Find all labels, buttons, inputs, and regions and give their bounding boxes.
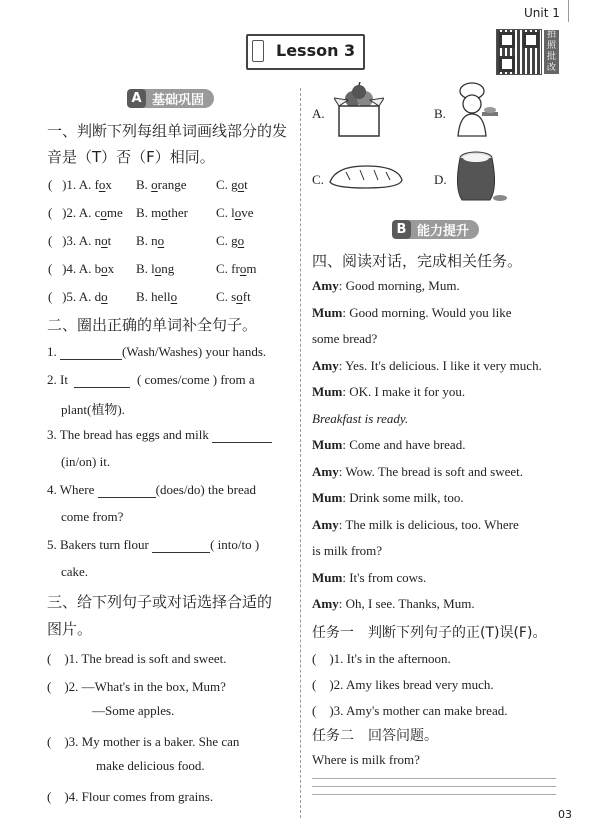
part3-title-line2: 图片。 xyxy=(47,620,93,638)
dialogue-line xyxy=(312,278,460,294)
unit-label: Unit 1 xyxy=(524,6,560,20)
dialogue-text: : Good morning. Would you like xyxy=(342,304,512,320)
part3-question-2: ( )2. —What's in the box, Mum? xyxy=(47,679,226,694)
dialogue-line xyxy=(312,305,512,321)
dialogue-line xyxy=(312,331,377,347)
dialogue-text: : It's from cows. xyxy=(342,569,427,585)
dialogue-line xyxy=(312,596,475,612)
part1-row: ( )1. A. fox B. orange C. got xyxy=(48,177,248,192)
answer-line[interactable] xyxy=(312,786,556,787)
part3-question-1: ( )1. The bread is soft and sweet. xyxy=(47,651,227,666)
speaker-name: Mum xyxy=(312,437,343,452)
speaker-name: Amy xyxy=(312,463,339,479)
dialogue-text: : Drink some milk, too. xyxy=(342,490,464,505)
part2-sentence-5-cont: cake. xyxy=(61,564,89,579)
answer-blank[interactable] xyxy=(60,347,122,360)
dialogue-line xyxy=(312,437,465,453)
flour-bag-image xyxy=(448,148,508,204)
section-b-badge xyxy=(392,220,479,239)
task1-item-1: ( )1. It's in the afternoon. xyxy=(312,651,451,666)
dialogue-text: : Yes. It's delicious. I like it very much. xyxy=(338,357,542,373)
answer-blank[interactable] xyxy=(98,485,156,498)
picture-d-label: D. xyxy=(434,172,447,187)
section-a-badge xyxy=(127,89,214,108)
qr-side-label: 拍照批改 xyxy=(544,30,559,74)
speaker-name: Amy xyxy=(312,278,339,293)
section-b-letter: B xyxy=(392,220,411,239)
speaker-name: Amy xyxy=(312,516,339,532)
dialogue-line xyxy=(312,464,523,480)
baker-image xyxy=(450,82,500,138)
part3-question-4: ( )4. Flour comes from grains. xyxy=(47,789,214,804)
part1-title-line1: 一、判断下列每组单词画线部分的发 xyxy=(47,122,288,140)
task2-question: Where is milk from? xyxy=(312,752,420,767)
answer-blank[interactable] xyxy=(74,375,130,388)
picture-c-label: C. xyxy=(312,172,324,187)
part2-sentence-2: 2. It ( comes/come ) from a xyxy=(47,372,255,387)
bread-image xyxy=(326,160,406,192)
book-icon xyxy=(252,40,264,62)
dialogue-text: some bread? xyxy=(312,331,378,346)
dialogue-text: Breakfast is ready. xyxy=(312,410,409,426)
section-a-title: 基础巩固 xyxy=(152,93,205,108)
page-number: 03 xyxy=(558,808,572,821)
dialogue-text: : The milk is delicious, too. Where xyxy=(338,516,519,532)
dialogue-text: : OK. I make it for you. xyxy=(342,384,466,399)
speaker-name: Mum xyxy=(312,304,343,320)
answer-line[interactable] xyxy=(312,794,556,795)
section-a-letter: A xyxy=(127,89,146,108)
dialogue-line xyxy=(312,411,408,427)
dialogue-line xyxy=(312,490,464,506)
part2-title: 二、圈出正确的单词补全句子。 xyxy=(47,316,258,334)
picture-b-label: B. xyxy=(434,106,446,121)
dialogue-text: is milk from? xyxy=(312,543,383,558)
answer-blank[interactable] xyxy=(152,540,210,553)
part1-row: ( )3. A. not B. no C. go xyxy=(48,233,245,248)
part2-sentence-2-cont: plant(植物). xyxy=(61,402,125,417)
part1-row: ( )4. A. box B. long C. from xyxy=(48,261,257,276)
task1-item-3: ( )3. Amy's mother can make bread. xyxy=(312,703,508,718)
dialogue-line xyxy=(312,517,519,533)
task2-title: 任务二 回答问题。 xyxy=(312,728,438,744)
header-rule xyxy=(568,0,569,22)
dialogue-text: : Oh, I see. Thanks, Mum. xyxy=(338,596,475,611)
dialogue-line xyxy=(312,570,426,586)
answer-blank[interactable] xyxy=(212,430,272,443)
speaker-name: Amy xyxy=(312,596,339,611)
speaker-name: Amy xyxy=(312,357,339,373)
speaker-name: Mum xyxy=(312,490,343,505)
part2-sentence-5: 5. Bakers turn flour ( into/to ) xyxy=(47,537,260,552)
part2-sentence-3: 3. The bread has eggs and milk xyxy=(47,427,272,443)
part4-title: 四、阅读对话，完成相关任务。 xyxy=(312,252,523,270)
answer-line[interactable] xyxy=(312,778,556,779)
part3-question-3-cont: make delicious food. xyxy=(96,758,205,773)
part2-sentence-3-cont: (in/on) it. xyxy=(61,454,111,469)
dialogue-text: : Wow. The bread is soft and sweet. xyxy=(338,463,524,479)
section-b-title: 能力提升 xyxy=(417,224,470,239)
dialogue-text: : Good morning, Mum. xyxy=(338,278,460,293)
column-divider xyxy=(300,88,301,818)
dialogue-text: : Come and have bread. xyxy=(342,437,466,452)
part2-sentence-4-cont: come from? xyxy=(61,509,124,524)
part3-title-line1: 三、给下列句子或对话选择合适的 xyxy=(47,593,273,611)
task1-title: 任务一 判断下列句子的正(T)误(F)。 xyxy=(312,625,547,641)
part3-question-2-cont: —Some apples. xyxy=(92,703,175,718)
part3-question-3: ( )3. My mother is a baker. She can xyxy=(47,734,240,749)
dialogue-line xyxy=(312,543,382,559)
part2-sentence-1: 1. (Wash/Washes) your hands. xyxy=(47,344,267,359)
apple-box-image xyxy=(334,82,384,138)
part2-sentence-4: 4. Where (does/do) the bread xyxy=(47,482,257,497)
speaker-name: Mum xyxy=(312,384,343,399)
lesson-title: Lesson 3 xyxy=(276,41,356,60)
qr-code-icon[interactable] xyxy=(496,29,542,75)
lesson-title-box xyxy=(246,34,365,70)
task1-item-2: ( )2. Amy likes bread very much. xyxy=(312,677,494,692)
speaker-name: Mum xyxy=(312,569,343,585)
part1-title-line2: 音是（T）否（F）相同。 xyxy=(47,148,215,166)
picture-a-label: A. xyxy=(312,106,325,121)
part1-row: ( )2. A. come B. mother C. love xyxy=(48,205,254,220)
part1-row: ( )5. A. do B. hello C. soft xyxy=(48,289,251,304)
dialogue-line xyxy=(312,384,465,400)
dialogue-line xyxy=(312,358,542,374)
